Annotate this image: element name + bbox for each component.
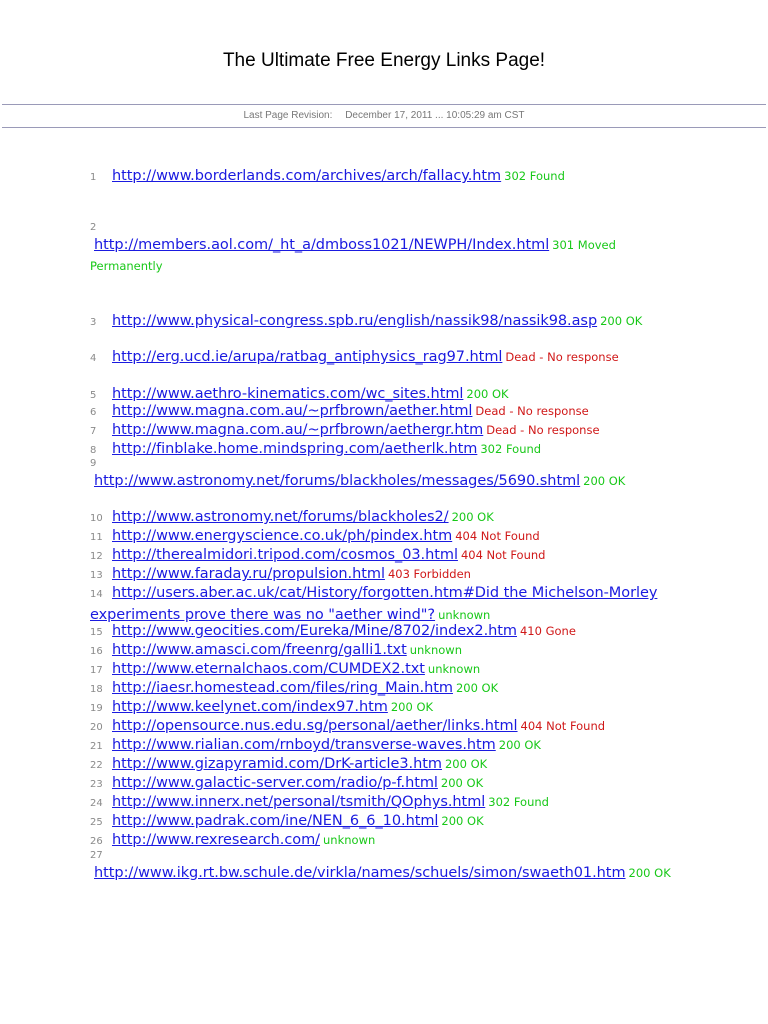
revision-line bbox=[0, 110, 768, 121]
link-status: 301 Moved Permanently bbox=[90, 238, 616, 273]
external-link[interactable]: http://www.innerx.net/personal/tsmith/QOphys.html bbox=[112, 794, 486, 810]
external-link[interactable]: http://www.galactic-server.com/radio/p-f.html bbox=[112, 775, 438, 791]
link-status: 200 OK bbox=[628, 866, 671, 880]
entry-number: 5 bbox=[90, 390, 97, 401]
entry-number: 10 bbox=[90, 513, 103, 524]
page-title: The Ultimate Free Energy Links Page! bbox=[222, 50, 546, 71]
external-link[interactable]: http://erg.ucd.ie/arupa/ratbag_antiphysics_rag97.html bbox=[112, 349, 503, 365]
link-status: 200 OK bbox=[440, 776, 484, 790]
link-entry bbox=[90, 582, 680, 625]
external-link[interactable]: http://www.aethro-kinematics.com/wc_sites.html bbox=[112, 386, 464, 402]
link-status: Dead - No response bbox=[486, 423, 600, 437]
link-status: 200 OK bbox=[444, 757, 488, 771]
link-entry bbox=[90, 458, 680, 491]
entry-number: 11 bbox=[90, 532, 103, 543]
external-link[interactable]: http://www.magna.com.au/~prfbrown/aether.html bbox=[112, 403, 473, 419]
entry-number: 22 bbox=[90, 760, 103, 771]
entry-number: 12 bbox=[90, 551, 103, 562]
link-status: 404 Not Found bbox=[455, 529, 540, 543]
external-link[interactable]: http://www.geocities.com/Eureka/Mine/8702/index2.htm bbox=[112, 623, 517, 639]
entry-number: 25 bbox=[90, 817, 103, 828]
entry-number: 9 bbox=[90, 458, 97, 469]
link-entry bbox=[90, 165, 680, 187]
link-status: unknown bbox=[409, 643, 462, 657]
entry-number: 18 bbox=[90, 684, 103, 695]
link-status: unknown bbox=[427, 662, 481, 676]
external-link[interactable]: http://www.padrak.com/ine/NEN_6_6_10.html bbox=[112, 813, 439, 829]
link-status: Dead - No response bbox=[505, 350, 619, 364]
external-link[interactable]: http://therealmidori.tripod.com/cosmos_03.html bbox=[112, 547, 458, 563]
link-entry bbox=[90, 222, 680, 276]
external-link[interactable]: http://www.faraday.ru/propulsion.html bbox=[112, 566, 385, 582]
link-entry bbox=[90, 346, 680, 368]
entry-number: 17 bbox=[90, 665, 103, 676]
link-status: 302 Found bbox=[504, 169, 565, 183]
link-status: 410 Gone bbox=[519, 624, 576, 638]
external-link[interactable]: http://www.borderlands.com/archives/arch/fallacy.htm bbox=[112, 168, 502, 184]
external-link[interactable]: http://www.physical-congress.spb.ru/english/nassik98/nassik98.asp bbox=[112, 313, 598, 329]
entry-number: 15 bbox=[90, 627, 103, 638]
external-link[interactable]: http://opensource.nus.edu.sg/personal/aether/links.html bbox=[112, 718, 518, 734]
external-link[interactable]: http://www.astronomy.net/forums/blackholes2/ bbox=[112, 509, 449, 525]
link-entry bbox=[90, 310, 680, 332]
link-status: 200 OK bbox=[466, 387, 509, 401]
link-status: unknown bbox=[323, 833, 376, 847]
external-link[interactable]: http://www.eternalchaos.com/CUMDEX2.txt bbox=[112, 661, 425, 677]
link-status: 302 Found bbox=[488, 795, 549, 809]
link-status: 404 Not Found bbox=[460, 548, 546, 562]
entry-number: 2 bbox=[90, 222, 97, 233]
external-link[interactable]: http://members.aol.com/_ht_a/dmboss1021/NEWPH/Index.html bbox=[94, 237, 550, 253]
entry-number: 14 bbox=[90, 589, 103, 600]
link-status: 200 OK bbox=[455, 681, 499, 695]
link-entry bbox=[90, 829, 680, 851]
link-status: Dead - No response bbox=[475, 404, 589, 418]
link-status: 200 OK bbox=[600, 314, 643, 328]
revision-date: December 17, 2011 ... 10:05:29 am CST bbox=[345, 110, 525, 121]
entry-number: 1 bbox=[90, 172, 97, 183]
link-status: 404 Not Found bbox=[520, 719, 606, 733]
external-link[interactable]: http://www.keelynet.com/index97.htm bbox=[112, 699, 388, 715]
entry-number: 20 bbox=[90, 722, 103, 733]
entry-number: 27 bbox=[90, 850, 103, 861]
link-status: 403 Forbidden bbox=[387, 567, 471, 581]
external-link[interactable]: http://www.magna.com.au/~prfbrown/aethergr.htm bbox=[112, 422, 484, 438]
entry-number: 21 bbox=[90, 741, 103, 752]
entry-number: 23 bbox=[90, 779, 103, 790]
external-link[interactable]: http://iaesr.homestead.com/files/ring_Main.htm bbox=[112, 680, 453, 696]
entry-number: 16 bbox=[90, 646, 103, 657]
entry-number: 13 bbox=[90, 570, 103, 581]
entry-number: 19 bbox=[90, 703, 103, 714]
link-entry bbox=[90, 438, 680, 460]
external-link[interactable]: http://finblake.home.mindspring.com/aetherlk.htm bbox=[112, 441, 478, 457]
external-link[interactable]: http://www.energyscience.co.uk/ph/pindex.htm bbox=[112, 528, 453, 544]
external-link[interactable]: http://www.ikg.rt.bw.schule.de/virkla/names/schuels/simon/swaeth01.htm bbox=[94, 865, 626, 881]
revision-label: Last Page Revision: bbox=[243, 110, 333, 121]
link-status: unknown bbox=[438, 608, 491, 622]
external-link[interactable]: http://www.astronomy.net/forums/blackholes/messages/5690.shtml bbox=[94, 473, 581, 489]
link-status: 200 OK bbox=[498, 738, 541, 752]
link-status: 200 OK bbox=[390, 700, 434, 714]
entry-number: 8 bbox=[90, 445, 97, 456]
external-link[interactable]: http://www.gizapyramid.com/DrK-article3.htm bbox=[112, 756, 442, 772]
entry-number: 6 bbox=[90, 407, 97, 418]
entry-number: 4 bbox=[90, 353, 97, 364]
link-status: 302 Found bbox=[480, 442, 542, 456]
link-status: 200 OK bbox=[583, 474, 626, 488]
external-link[interactable]: http://www.amasci.com/freenrg/galli1.txt bbox=[112, 642, 407, 658]
external-link[interactable]: http://www.rialian.com/rnboyd/transverse-waves.htm bbox=[112, 737, 496, 753]
external-link[interactable]: http://users.aber.ac.uk/cat/History/forgotten.htm#Did the Michelson-Morley experiments prove there was no "aether wind"? bbox=[90, 585, 658, 623]
entry-number: 7 bbox=[90, 426, 97, 437]
external-link[interactable]: http://www.rexresearch.com/ bbox=[112, 832, 321, 848]
link-entry bbox=[90, 850, 680, 883]
entry-number: 26 bbox=[90, 836, 103, 847]
link-status: 200 OK bbox=[451, 510, 494, 524]
link-status: 200 OK bbox=[441, 814, 484, 828]
entry-number: 24 bbox=[90, 798, 103, 809]
entry-number: 3 bbox=[90, 317, 97, 328]
